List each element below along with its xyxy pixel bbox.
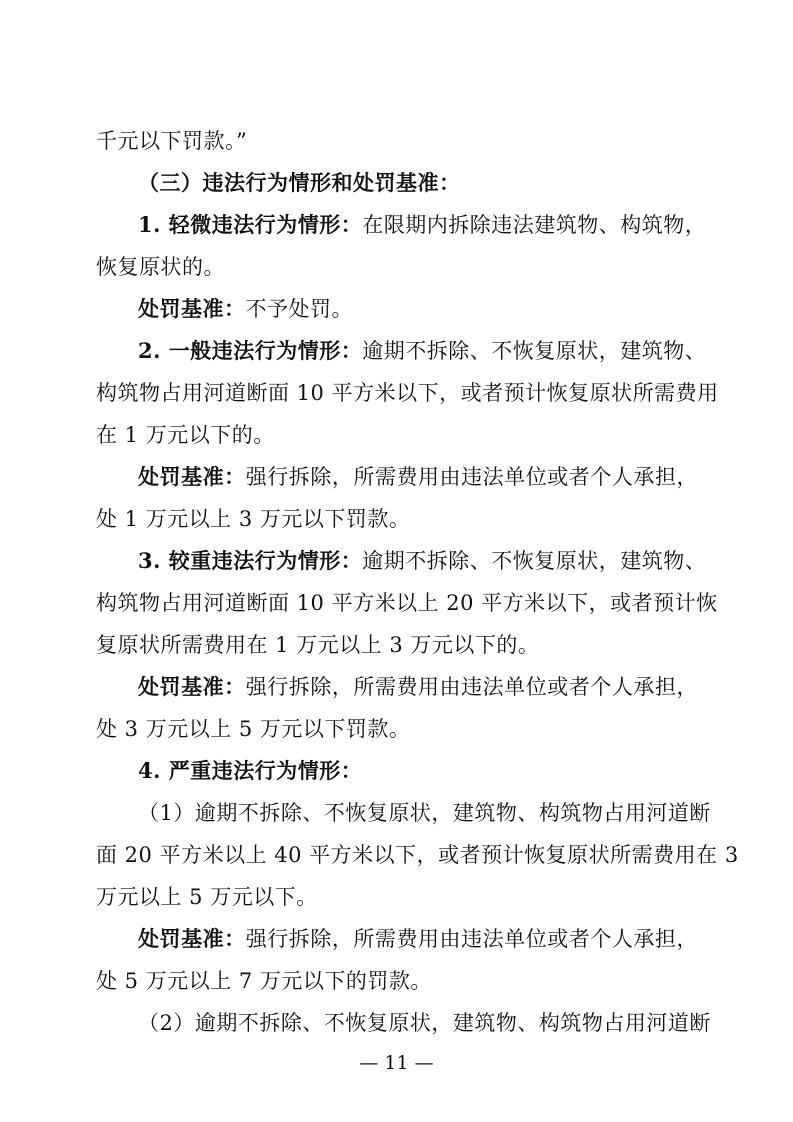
paragraph-line: 构筑物占用河道断面 10 平方米以上 20 平方米以下，或者预计恢 <box>96 591 718 615</box>
paragraph-line: 处 5 万元以上 7 万元以下的罚款。 <box>96 969 432 993</box>
item-heading: 3. 较重违法行为情形： <box>138 548 363 573</box>
penalty-text: 强行拆除，所需费用由违法单位或者个人承担， <box>245 927 699 951</box>
penalty-label: 处罚基准： <box>138 674 246 699</box>
paragraph-line: 万元以上 5 万元以下。 <box>96 885 318 909</box>
paragraph-line: 构筑物占用河道断面 10 平方米以下，或者预计恢复原状所需费用 <box>96 381 719 405</box>
item-heading: 2. 一般违法行为情形： <box>138 338 363 363</box>
item-text: 在限期内拆除违法建筑物、构筑物， <box>362 213 707 237</box>
paragraph-line <box>138 673 698 701</box>
item-heading: 4. 严重违法行为情形： <box>138 758 363 783</box>
page-number: — 11 — <box>359 1052 434 1074</box>
penalty-label: 处罚基准： <box>138 464 246 489</box>
section-heading: （三）违法行为情形和处罚基准： <box>138 170 461 195</box>
paragraph-line: 处 1 万元以上 3 万元以下罚款。 <box>96 507 411 531</box>
paragraph-line <box>138 463 698 491</box>
paragraph-line <box>138 295 698 323</box>
paragraph-line: 处 3 万元以上 5 万元以下罚款。 <box>96 717 411 741</box>
paragraph-line: （1）逾期不拆除、不恢复原状，建筑物、构筑物占用河道断 <box>138 801 711 825</box>
penalty-text: 强行拆除，所需费用由违法单位或者个人承担， <box>245 675 699 699</box>
paragraph-line <box>138 547 707 575</box>
paragraph-line <box>138 925 698 953</box>
paragraph-line: 千元以下罚款。” <box>96 129 248 153</box>
paragraph-line: 在 1 万元以下的。 <box>96 423 275 447</box>
penalty-text: 不予处罚。 <box>245 297 353 321</box>
penalty-label: 处罚基准： <box>138 296 246 321</box>
penalty-text: 强行拆除，所需费用由违法单位或者个人承担， <box>245 465 699 489</box>
paragraph-line <box>138 211 707 239</box>
item-text: 逾期不拆除、不恢复原状，建筑物、 <box>362 549 707 573</box>
paragraph-line: 复原状所需费用在 1 万元以上 3 万元以下的。 <box>96 633 540 657</box>
penalty-label: 处罚基准： <box>138 926 246 951</box>
item-text: 逾期不拆除、不恢复原状，建筑物、 <box>362 339 707 363</box>
paragraph-line: （2）逾期不拆除、不恢复原状，建筑物、构筑物占用河道断 <box>138 1011 711 1035</box>
item-heading: 1. 轻微违法行为情形： <box>138 212 363 237</box>
paragraph-line: 面 20 平方米以上 40 平方米以下，或者预计恢复原状所需费用在 3 <box>96 843 739 867</box>
paragraph-line <box>138 337 707 365</box>
paragraph-line: 恢复原状的。 <box>96 255 225 279</box>
